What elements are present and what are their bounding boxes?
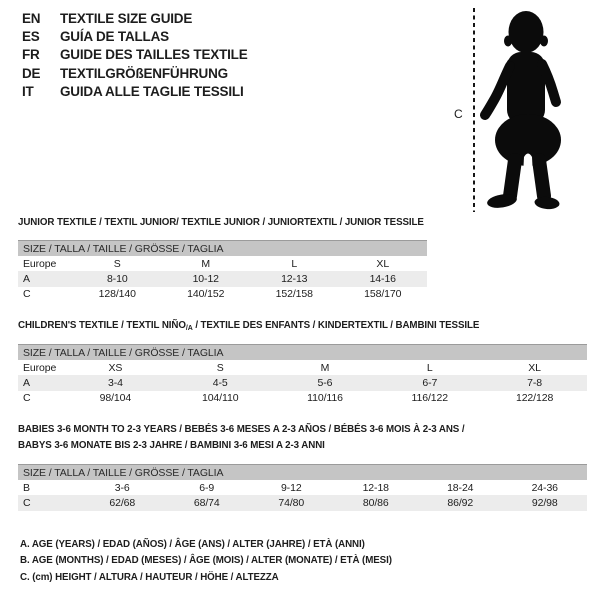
babies-title-line1: BABIES 3-6 MONTH TO 2-3 YEARS / BEBÉS 3-6 MESES A 2-3 AÑOS / BÉBÉS 3-6 MOIS À 2-3 ANS / [18, 423, 465, 435]
size-header-bar [18, 464, 587, 480]
size-cell: 3-6 [114, 481, 130, 494]
size-cell: 116/122 [411, 392, 449, 405]
size-cell: 122/128 [515, 392, 554, 405]
row-label: Europe [23, 361, 57, 374]
children-title-pre: CHILDREN'S TEXTILE / TEXTIL NIÑO [18, 319, 186, 331]
size-cell: 158/170 [364, 288, 402, 301]
table-row [18, 287, 427, 302]
size-cell: S [216, 361, 224, 374]
size-cell: 68/74 [193, 496, 220, 509]
babies-section-title [18, 422, 464, 453]
language-code: FR [22, 47, 40, 63]
legend-line-age-months: B. AGE (MONTHS) / EDAD (MESES) / ÂGE (MOIS) / ALTER (MONATE) / ETÀ (MESI) [20, 554, 392, 567]
language-header [22, 10, 248, 101]
size-cell: S [113, 257, 121, 270]
size-cell: 6-7 [422, 376, 438, 389]
size-cell: 7-8 [527, 376, 543, 389]
size-cell: 5-6 [317, 376, 333, 389]
row-label: C [23, 392, 31, 405]
size-cell: 8-10 [106, 272, 128, 285]
size-cell: 98/104 [99, 392, 132, 405]
size-cell: XL [528, 361, 541, 374]
language-title: GUIDE DES TAILLES TEXTILE [60, 47, 248, 63]
table-row [18, 271, 427, 286]
size-cell: 92/98 [531, 496, 558, 509]
measurement-legend [20, 536, 392, 585]
size-cell: XL [376, 257, 390, 270]
size-cell: 110/116 [307, 392, 343, 405]
size-cell: 6-9 [199, 481, 215, 494]
baby-leg-left [510, 160, 515, 196]
baby-silhouette-icon [478, 2, 590, 216]
size-header-label: SIZE / TALLA / TAILLE / GRÖSSE / TAGLIA [23, 242, 224, 255]
language-title: GUÍA DE TALLAS [60, 29, 169, 45]
legend-line-height: C. (cm) HEIGHT / ALTURA / HAUTEUR / HÖHE / ALTEZZA [20, 570, 279, 583]
junior-section-title: JUNIOR TEXTILE / TEXTIL JUNIOR/ TEXTILE JUNIOR / JUNIORTEXTIL / JUNIOR TESSILE [18, 216, 424, 228]
table-row [18, 360, 587, 375]
size-cell: 12-18 [362, 481, 389, 494]
language-code: EN [22, 11, 41, 26]
size-cell: 18-24 [447, 481, 474, 494]
size-cell: 10-12 [192, 272, 219, 285]
row-label: Europe [23, 257, 57, 270]
language-code: DE [22, 65, 41, 81]
row-label: B [23, 481, 30, 494]
row-label: A [23, 272, 30, 285]
size-cell: M [320, 361, 330, 374]
children-title-post: / TEXTILE DES ENFANTS / KINDERTEXTIL / BAMBINI TESSILE [192, 319, 480, 331]
size-header-bar [18, 344, 587, 360]
size-cell: 9-12 [280, 481, 302, 494]
height-marker-label: C [454, 107, 463, 121]
table-row [18, 495, 587, 510]
size-cell: L [291, 257, 298, 270]
babies-title-line2: BABYS 3-6 MONATE BIS 2-3 JAHRE / BAMBINI 3-6 MESI A 2-3 ANNI [18, 438, 325, 451]
size-cell: 12-13 [281, 272, 308, 285]
height-dashed-line [473, 8, 475, 212]
language-title: TEXTILE SIZE GUIDE [60, 11, 193, 26]
baby-leg-right [539, 160, 544, 196]
row-label: C [23, 288, 31, 301]
table-row [18, 480, 587, 495]
baby-arm-left [485, 66, 510, 115]
baby-head [509, 11, 544, 53]
size-cell: M [201, 257, 211, 270]
children-section-title [18, 319, 479, 332]
babies-size-table [18, 464, 587, 511]
language-code: ES [22, 29, 40, 45]
language-title: TEXTILGRÖßENFÜHRUNG [60, 65, 228, 81]
size-header-label: SIZE / TALLA / TAILLE / GRÖSSE / TAGLIA [23, 466, 224, 479]
size-cell: 74/80 [278, 496, 305, 509]
language-title: GUIDA ALLE TAGLIE TESSILI [60, 83, 244, 99]
size-cell: 152/158 [275, 288, 313, 301]
size-cell: 24-36 [531, 481, 558, 494]
junior-size-table [18, 240, 427, 302]
row-label: A [23, 376, 30, 389]
size-cell: 104/110 [201, 392, 239, 405]
children-title-sub: /A [185, 323, 193, 332]
size-cell: XS [108, 361, 123, 374]
language-code: IT [22, 83, 34, 99]
size-header-bar [18, 240, 427, 256]
size-cell: 80/86 [362, 496, 389, 509]
size-header-label: SIZE / TALLA / TAILLE / GRÖSSE / TAGLIA [23, 346, 224, 359]
size-cell: 4-5 [212, 376, 228, 389]
size-cell: 14-16 [369, 272, 396, 285]
legend-line-age-years: A. AGE (YEARS) / EDAD (AÑOS) / ÂGE (ANS) / ALTER (JAHRE) / ETÀ (ANNI) [20, 538, 365, 550]
size-cell: 128/140 [98, 288, 136, 301]
table-row [18, 256, 427, 271]
row-label: C [23, 496, 31, 509]
table-row [18, 391, 587, 406]
size-cell: 140/152 [187, 288, 225, 301]
size-cell: 62/68 [109, 496, 136, 509]
size-cell: L [426, 361, 433, 374]
table-row [18, 375, 587, 390]
children-size-table [18, 344, 587, 406]
size-cell: 3-4 [107, 376, 123, 389]
size-cell: 86/92 [447, 496, 474, 509]
